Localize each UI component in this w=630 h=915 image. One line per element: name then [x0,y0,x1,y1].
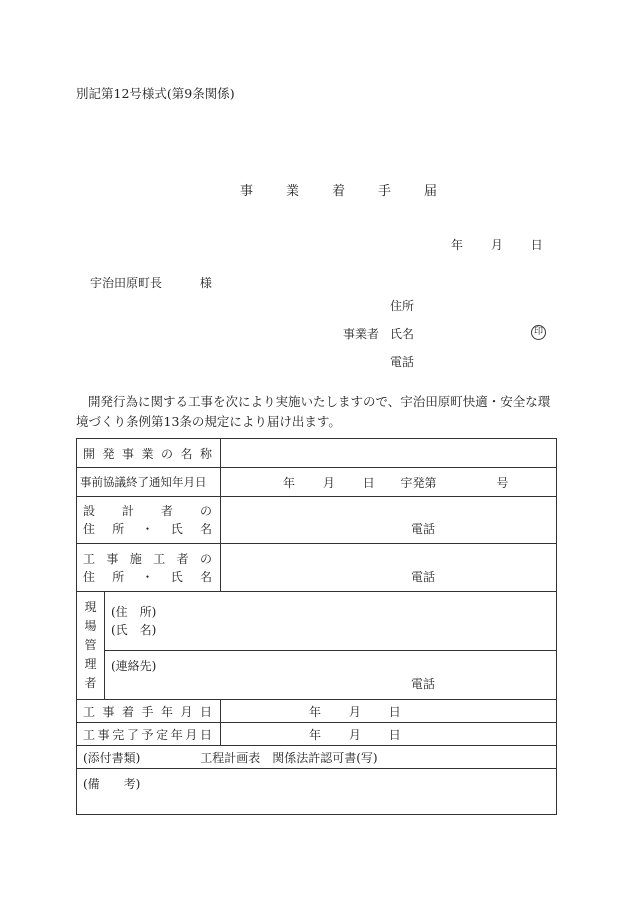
completion-date-field[interactable]: 年 月 日 [221,723,557,746]
title-char: 着 [332,184,346,199]
form-reference: 別記第12号様式(第9条関係) [76,86,235,101]
application-form-table [76,438,557,815]
site-manager-contact-field[interactable] [105,651,557,700]
site-manager-address-name-field[interactable] [105,592,557,651]
row-label-project-name: 開 発 事 業 の 名 称 [77,439,221,468]
contractor-field[interactable] [221,544,557,592]
date-month: 月 [490,238,503,252]
site-contact-label: (連絡先) [111,659,157,674]
site-name-label: (氏 名) [111,623,157,638]
attachments-value: 工程計画表 関係法許認可書(写) [200,750,378,765]
project-name-field[interactable] [221,439,557,468]
document-title [240,180,470,199]
designer-field[interactable] [221,497,557,544]
title-char: 業 [286,184,300,199]
applicant-address-label: 住所 [390,299,415,313]
row-label-start-date: 工 事 着 手 年 月 日 [77,700,221,723]
addressee [90,274,212,291]
applicant-phone-label: 電話 [390,355,415,369]
remarks-label: (備 考) [83,777,141,791]
table-row [77,544,557,592]
row-label-contractor: 工 事 施 工 者 の 住 所 ・ 氏 名 [77,544,221,592]
table-row [77,497,557,544]
table-row [77,723,557,746]
declaration-text: 開発行為に関する工事を次により実施いたしますので、宇治田原町快適・安全な環境づくり条例第13条の規定により届け出ます。 [76,394,551,429]
applicant-name-label: 氏名 [390,327,415,341]
site-address-label: (住 所) [111,605,157,620]
addressee-name: 宇治田原町長 [90,276,163,290]
addressee-honorific: 様 [199,276,212,290]
notice-date-field[interactable]: 年 月 日 宇発第 号 [221,468,557,497]
row-label-designer: 設 計 者 の 住 所 ・ 氏 名 [77,497,221,544]
designer-phone-label: 電話 [410,522,435,536]
start-date-field[interactable]: 年 月 日 [221,700,557,723]
applicant-role-label: 事業者 [343,327,380,341]
row-label-notice-date: 事前協議終了通知年月日 [77,468,221,497]
table-row [77,769,557,815]
submission-date [451,236,543,253]
remarks-field[interactable] [77,769,557,815]
table-row [77,700,557,723]
site-manager-label: 現 場 管 理 者 [77,592,105,700]
table-row [77,468,557,497]
seal-icon: 印 [531,325,546,340]
title-char: 事 [240,184,254,199]
row-label-completion-date: 工 事 完 了 予 定 年 月 日 [77,723,221,746]
title-char: 届 [424,184,438,199]
contractor-phone-label: 電話 [410,570,435,584]
attachments-row [77,746,557,769]
table-row [77,439,557,468]
table-row [77,592,557,651]
table-row [77,746,557,769]
date-year: 年 [451,238,464,252]
table-row [77,651,557,700]
title-char: 手 [378,184,392,199]
site-phone-label: 電話 [410,677,435,692]
date-day: 日 [530,238,543,252]
attachments-label: (添付書類) [83,750,141,765]
